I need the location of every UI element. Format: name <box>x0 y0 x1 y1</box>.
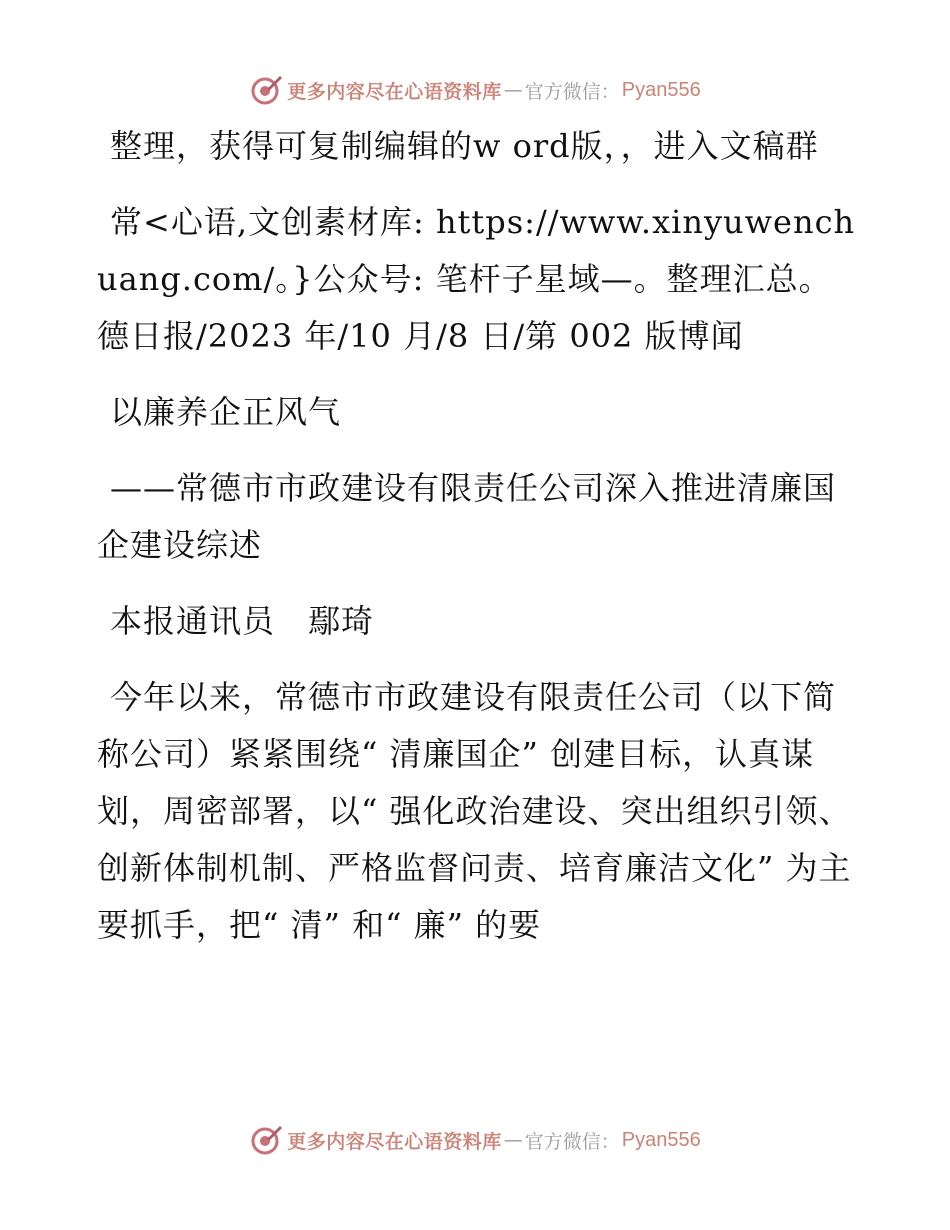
watermark-wechat-id: Pyan556 <box>621 78 701 101</box>
article-title: 以廉养企正风气 <box>110 393 342 431</box>
pen-logo-icon <box>249 73 283 107</box>
article-subtitle: ——常德市市政建设有限责任公司深入推进清廉国企建设综述 <box>97 469 837 564</box>
pen-logo-icon <box>249 1123 283 1157</box>
watermark-footer <box>0 1120 950 1160</box>
watermark-dash: — <box>503 1129 523 1151</box>
watermark-dash: — <box>503 79 523 101</box>
watermark-header <box>0 70 950 110</box>
article-body-paragraph: 今年以来，常德市市政建设有限责任公司（以下简称公司）紧紧围绕“ 清廉国企” 创建目标，认真谋划，周密部署，以“ 强化政治建设、突出组织引领、创新体制机制、严格监督问责、培育廉洁文化” 为主要抓手，把“ 清” 和“ 廉” 的要 <box>97 678 852 944</box>
paragraph-1: 整理，获得可复制编辑的w ord版，，进入文稿群 <box>110 127 819 165</box>
watermark-sub-text: 官方微信： <box>524 80 620 103</box>
watermark-main-text: 更多内容尽在心语资料库 <box>287 80 502 103</box>
watermark-sub-text: 官方微信： <box>524 1130 620 1153</box>
watermark-main-text: 更多内容尽在心语资料库 <box>287 1130 502 1153</box>
paragraph-2: 常<心语,文创素材库: https://www.xinyuwenchuang.com/。}公众号: 笔杆子星域—。整理汇总。德日报/2023 年/10 月/8 日/第 002 版博闻 <box>97 203 856 355</box>
watermark-wechat-id: Pyan556 <box>621 1128 701 1151</box>
document-body <box>97 118 857 973</box>
article-byline: 本报通讯员 鄢琦 <box>110 602 375 640</box>
